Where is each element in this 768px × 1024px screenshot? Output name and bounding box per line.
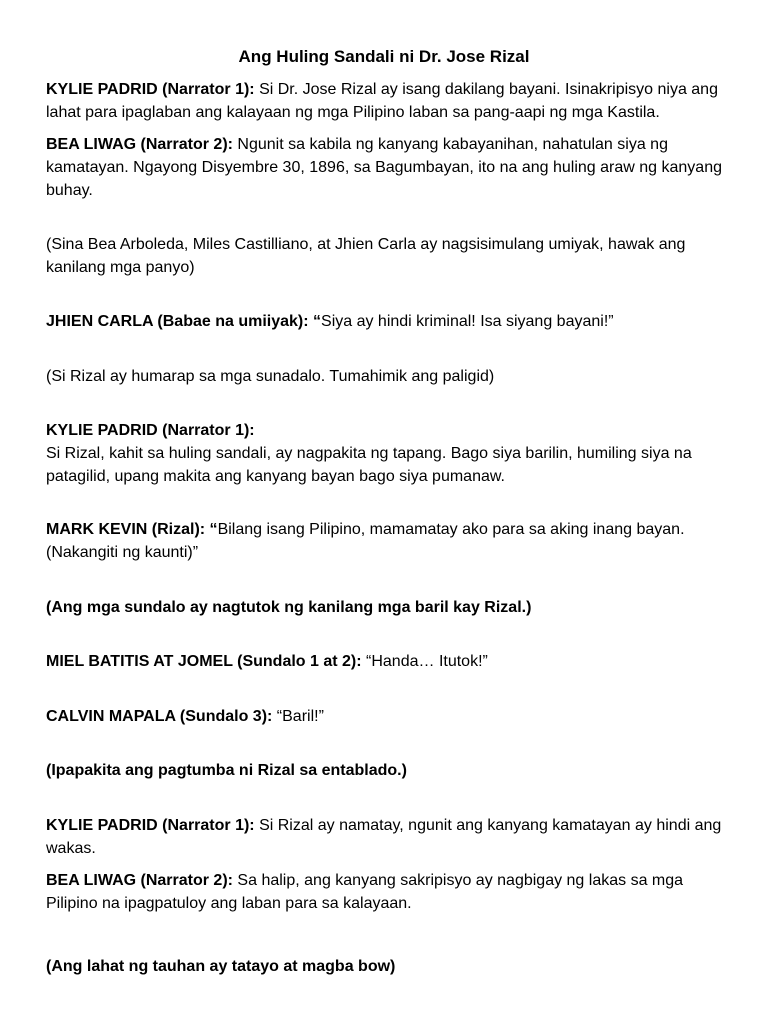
stage-direction-text: (Ang lahat ng tauhan ay tatayo at magba bow) <box>46 958 396 975</box>
stage-direction-fall <box>46 759 726 782</box>
speaker-label: KYLIE PADRID (Narrator 1): <box>46 81 255 98</box>
dialogue-text: “Handa… Itutok!” <box>361 653 488 670</box>
stage-direction-aim <box>46 596 726 619</box>
dialogue-narrator2-intro <box>46 133 726 202</box>
document-title: Ang Huling Sandali ni Dr. Jose Rizal <box>238 47 530 66</box>
stage-direction-text: (Sina Bea Arboleda, Miles Castilliano, at Jhien Carla ay nagsisimulang umiyak, hawak ang kanilang mga panyo) <box>46 236 686 276</box>
speaker-label: MIEL BATITIS AT JOMEL (Sundalo 1 at 2): <box>46 653 362 670</box>
dialogue-narrator1-intro <box>46 78 726 124</box>
dialogue-text: Si Dr. Jose Rizal ay isang dakilang bayani. Isinakripisyo niya ang lahat para ipaglaban ang kalayaan ng mga Pilipino laban sa pang-aapi ng mga Kastila. <box>46 81 718 121</box>
dialogue-narrator1-courage <box>46 419 726 488</box>
stage-direction-text: (Ipapakita ang pagtumba ni Rizal sa entablado.) <box>46 762 407 779</box>
dialogue-text: Ngunit sa kabila ng kanyang kabayanihan, nahatulan siya ng kamatayan. Ngayong Disyembre 30, 1896, sa Bagumbayan, ito na ang huling araw ng kanyang buhay. <box>46 136 722 199</box>
speaker-label: KYLIE PADRID (Narrator 1): <box>46 817 255 834</box>
speaker-label: KYLIE PADRID (Narrator 1): <box>46 422 255 439</box>
dialogue-rizal <box>46 518 726 564</box>
stage-direction-text: (Ang mga sundalo ay nagtutok ng kanilang mga baril kay Rizal.) <box>46 599 532 616</box>
stage-direction-silence <box>46 365 726 388</box>
dialogue-text: Si Rizal ay namatay, ngunit ang kanyang kamatayan ay hindi ang wakas. <box>46 817 722 857</box>
speaker-label: BEA LIWAG (Narrator 2): <box>46 872 233 889</box>
speaker-label: MARK KEVIN (Rizal): “ <box>46 521 218 538</box>
dialogue-soldier-3 <box>46 705 726 728</box>
stage-direction-crying <box>46 233 726 279</box>
dialogue-soldiers-1-2 <box>46 650 726 673</box>
dialogue-text: Sa halip, ang kanyang sakripisyo ay nagbigay ng lakas sa mga Pilipino na ipagpatuloy ang laban para sa kalayaan. <box>46 872 684 912</box>
dialogue-text: Si Rizal, kahit sa huling sandali, ay nagpakita ng tapang. Bago siya barilin, humiling siya na patagilid, upang makita ang kanyang bayan bago siya pumanaw. <box>46 445 692 485</box>
stage-direction-bow <box>46 955 726 978</box>
dialogue-narrator1-death <box>46 814 726 860</box>
dialogue-text: Bilang isang Pilipino, mamamatay ako para sa aking inang bayan. (Nakangiti ng kaunti)” <box>46 521 685 561</box>
speaker-label: BEA LIWAG (Narrator 2): <box>46 136 233 153</box>
stage-direction-text: (Si Rizal ay humarap sa mga sunadalo. Tumahimik ang paligid) <box>46 368 495 385</box>
speaker-label: CALVIN MAPALA (Sundalo 3): <box>46 708 273 725</box>
dialogue-text: Siya ay hindi kriminal! Isa siyang bayani!” <box>321 313 614 330</box>
dialogue-jhien-carla <box>46 310 726 333</box>
dialogue-text: “Baril!” <box>272 708 324 725</box>
speaker-label: JHIEN CARLA (Babae na umiiyak): “ <box>46 313 322 330</box>
dialogue-narrator2-sacrifice <box>46 869 726 915</box>
